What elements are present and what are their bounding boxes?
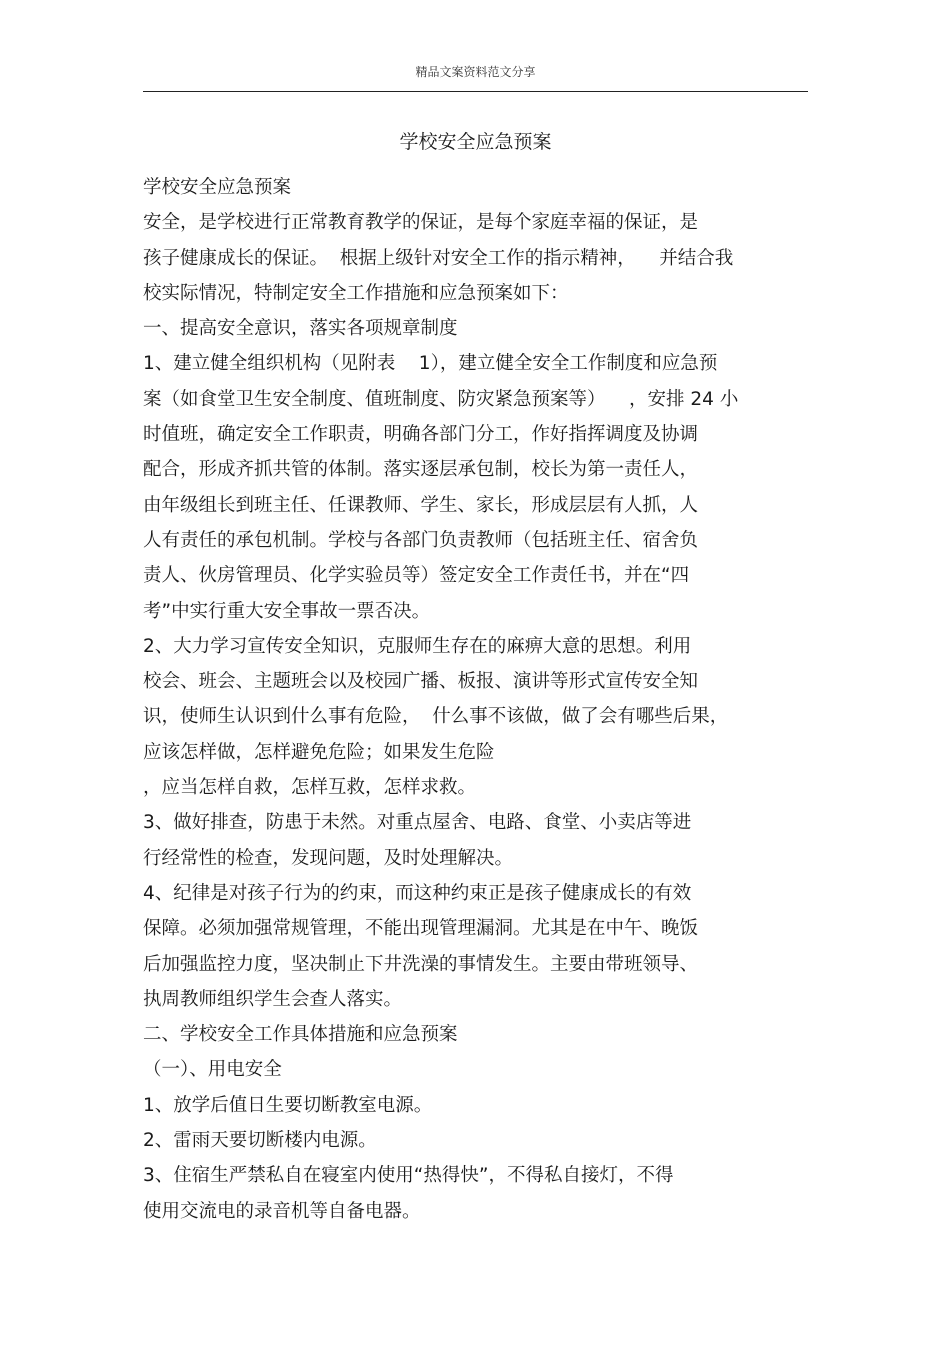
document-body	[143, 170, 813, 1229]
body-line: 3、住宿生严禁私自在寝室内使用“热得快”，不得私自接灯，不得	[143, 1165, 674, 1187]
body-line: 一、提高安全意识，落实各项规章制度	[143, 318, 458, 340]
body-line: 学校安全应急预案	[143, 177, 292, 198]
body-line: 配合，形成齐抓共管的体制。落实逐层承包制，校长为第一责任人，	[143, 459, 699, 481]
body-line: 后加强监控力度，坚决制止下井洗澡的事情发生。主要由带班领导、	[143, 953, 699, 975]
body-line: 由年级组长到班主任、任课教师、学生、家长，形成层层有人抓，人	[143, 494, 699, 516]
body-line: 应该怎样做，怎样避免危险；如果发生危险	[143, 741, 495, 763]
body-line: 使用交流电的录音机等自备电器。	[143, 1200, 421, 1222]
body-line: 人有责任的承包机制。学校与各部门负责教师（包括班主任、宿舍负	[143, 529, 699, 551]
header-divider	[143, 91, 808, 92]
body-line: 1、放学后值日生要切断教室电源。	[143, 1094, 433, 1116]
body-line: 考”中实行重大安全事故一票否决。	[143, 600, 431, 622]
body-line: 1、建立健全组织机构（见附表 1），建立健全安全工作制度和应急预	[143, 353, 718, 375]
body-line: 行经常性的检查，发现问题，及时处理解决。	[143, 847, 514, 869]
body-line: 识，使师生认识到什么事有危险， 什么事不该做，做了会有哪些后果，	[143, 706, 729, 728]
body-line: 3、做好排查，防患于未然。对重点屋舍、电路、食堂、小卖店等进	[143, 812, 692, 834]
document-title: 学校安全应急预案	[399, 131, 552, 153]
body-line: 责人、伙房管理员、化学实验员等）签定安全工作责任书，并在“四	[143, 565, 690, 587]
body-line: 孩子健康成长的保证。 根据上级针对安全工作的指示精神， 并结合我	[143, 247, 734, 269]
body-line: 执周教师组织学生会查人落实。	[143, 988, 403, 1010]
body-line: 保障。必须加强常规管理，不能出现管理漏洞。尤其是在中午、晚饭	[143, 918, 699, 940]
running-header: 精品文案资料范文分享	[415, 65, 536, 79]
body-line: 二、学校安全工作具体措施和应急预案	[143, 1024, 458, 1046]
body-line: ，应当怎样自救，怎样互救，怎样求救。	[143, 777, 477, 799]
body-line: 案（如食堂卫生安全制度、值班制度、防灾紧急预案等） ，安排 24 小	[143, 388, 739, 410]
body-line: 安全，是学校进行正常教育教学的保证，是每个家庭幸福的保证，是	[143, 212, 699, 234]
body-line: 4、纪律是对孩子行为的约束，而这种约束正是孩子健康成长的有效	[143, 882, 692, 904]
body-line: 2、雷雨天要切断楼内电源。	[143, 1130, 377, 1152]
body-line: （一）、用电安全	[143, 1059, 282, 1081]
body-line: 校会、班会、主题班会以及校园广播、板报、演讲等形式宣传安全知	[143, 671, 699, 693]
body-line: 校实际情况，特制定安全工作措施和应急预案如下：	[143, 282, 569, 304]
body-line: 2、大力学习宣传安全知识，克服师生存在的麻痹大意的思想。利用	[143, 635, 692, 657]
body-line: 时值班，确定安全工作职责，明确各部门分工，作好指挥调度及协调	[143, 424, 699, 446]
